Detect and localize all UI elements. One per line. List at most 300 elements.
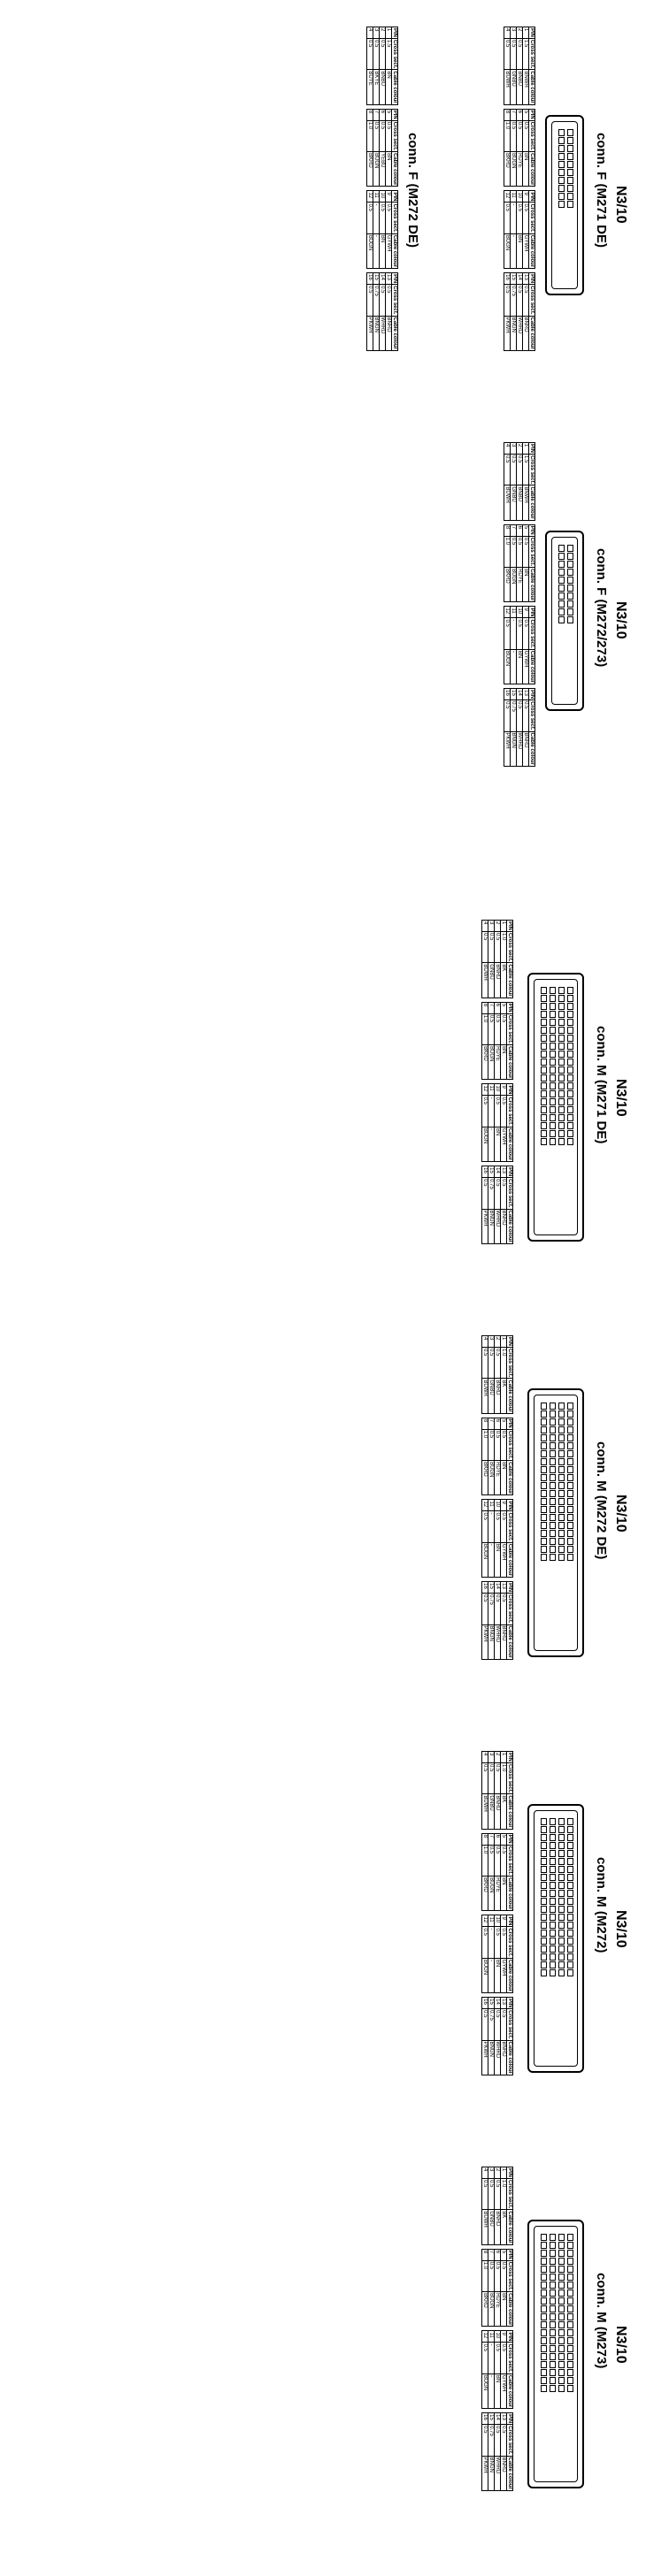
table-cell: BN (386, 152, 392, 187)
table-cell: 0.5 (386, 203, 392, 233)
table-cell: BN (501, 2292, 507, 2327)
table-cell: 0.5 (367, 203, 373, 233)
table-row (523, 443, 529, 767)
pin-socket (541, 1114, 547, 1121)
table-cell: 0.5 (482, 1763, 488, 1794)
table-cell: 8 (504, 109, 511, 120)
pin-socket (558, 545, 565, 552)
table-cell: BK (501, 963, 507, 998)
table-cell: BNRD (523, 731, 529, 766)
table-header-row (507, 921, 513, 1244)
table-cell: 0.75 (488, 1594, 495, 1624)
column-header: Cable colour (507, 1380, 512, 1412)
table-cell: 10 (495, 1084, 501, 1096)
pin-socket (567, 137, 573, 144)
table-cell: 2 (495, 2167, 501, 2179)
table-cell: 0.5 (482, 2343, 488, 2373)
table-cell: BN (501, 1045, 507, 1080)
table-cell: 10 (495, 2331, 501, 2343)
pin-socket (541, 1514, 547, 1521)
pin-socket (558, 1466, 565, 1473)
pin-socket (541, 1538, 547, 1545)
table-cell: GNBU (488, 1794, 495, 1829)
connector-drawing (527, 1388, 584, 1657)
table-cell: 8 (504, 524, 511, 536)
pin-socket (558, 1403, 565, 1410)
section-title: N3/10 (613, 2326, 628, 2364)
table-cell: BNRD (495, 2210, 501, 2244)
column-header: Cable colour (507, 1959, 512, 1992)
pin-socket (567, 1043, 573, 1050)
pin-socket (541, 1003, 547, 1010)
table-cell: BN (517, 649, 523, 684)
pin-socket (567, 1074, 573, 1082)
pin-socket (550, 2289, 556, 2297)
table-cell: WHRD (495, 1624, 501, 1659)
pin-row (558, 129, 565, 208)
table-cell: 0.5 (504, 203, 511, 233)
table-cell: 0.5 (482, 2009, 488, 2040)
column-header: Cable colour (507, 1210, 512, 1242)
table-cell: 0.5 (495, 2179, 501, 2210)
pin-socket (541, 1866, 547, 1873)
table-cell: 0.5 (482, 1511, 488, 1542)
table-cell: 8 (482, 1002, 488, 1013)
pin-socket (541, 2250, 547, 2257)
pin-row (558, 987, 565, 1145)
table-cell: 13 (501, 2413, 507, 2425)
table-cell: BNRD (495, 963, 501, 998)
table-row (495, 1752, 501, 2075)
column-header: Cross sect. (507, 2010, 512, 2039)
pin-socket (567, 1898, 573, 1905)
table-cell: 13 (523, 273, 529, 285)
table-cell: BKYE (373, 70, 380, 104)
column-header: Cross sect. (507, 933, 512, 962)
pin-socket (541, 1914, 547, 1921)
table-cell: 0.5 (517, 455, 523, 485)
pin-socket (541, 1051, 547, 1058)
pin-socket (541, 2282, 547, 2289)
pin-socket (558, 2242, 565, 2249)
table-row (511, 27, 517, 351)
table-cell: 1.5 (523, 39, 529, 70)
pin-socket (558, 1027, 565, 1034)
table-cell: 1.0 (501, 1348, 507, 1379)
table-cell: BN (501, 1461, 507, 1495)
pin-socket (567, 169, 573, 176)
pin-socket (567, 1122, 573, 1129)
table-cell: 3 (373, 27, 380, 39)
column-header: PIN (529, 690, 534, 699)
table-cell: 3 (488, 2167, 495, 2179)
column-header: PIN (507, 1167, 512, 1177)
pin-socket (541, 1035, 547, 1042)
table-cell: 0.5 (501, 2260, 507, 2291)
pin-socket (567, 2369, 573, 2376)
table-cell: BUGN (482, 1958, 488, 1992)
pin-socket (567, 1450, 573, 1457)
table-cell: 7 (511, 109, 517, 120)
pin-socket (567, 1090, 573, 1097)
table-cell: BN (495, 1958, 501, 1992)
table-cell: BN (495, 1542, 501, 1577)
pin-socket (541, 1922, 547, 1929)
pin-socket (567, 2329, 573, 2336)
table-header-row (392, 27, 398, 351)
column-header: Cable colour (507, 1877, 512, 1910)
pin-socket (550, 2297, 556, 2305)
table-cell: 14 (517, 689, 523, 700)
pin-socket (558, 577, 565, 584)
pin-socket (550, 1858, 556, 1865)
pin-socket (541, 1138, 547, 1145)
pin-socket (567, 608, 573, 615)
table-row (517, 27, 523, 351)
pin-socket (567, 1442, 573, 1449)
pin-socket (567, 561, 573, 568)
table-cell: 6 (495, 1833, 501, 1845)
pin-socket (541, 1930, 547, 1937)
table-cell: 12 (504, 607, 511, 618)
pin-socket (567, 1506, 573, 1513)
pin-socket (567, 2250, 573, 2257)
table-cell: 12 (367, 191, 373, 203)
pin-row (567, 2234, 573, 2392)
column-header: Cable colour (392, 234, 397, 268)
table-cell: 11 (488, 1500, 495, 1511)
pin-socket (567, 1514, 573, 1521)
pin-socket (567, 1961, 573, 1968)
table-cell: 0.5 (380, 39, 386, 70)
table-row (482, 921, 488, 1244)
table-cell: 11 (488, 1084, 495, 1096)
pin-socket (558, 193, 565, 200)
table-cell: 3 (511, 27, 517, 39)
table-cell: 10 (380, 191, 386, 203)
table-cell: 0.5 (523, 285, 529, 316)
table-cell: 6 (495, 1002, 501, 1013)
table-cell: 4 (482, 1336, 488, 1348)
table-cell: - (511, 233, 517, 268)
pin-socket (550, 1850, 556, 1857)
table-cell: 6 (517, 524, 523, 536)
table-cell: 0.75 (488, 2425, 495, 2456)
pin-socket (541, 1458, 547, 1465)
table-cell: 0.5 (501, 1013, 507, 1044)
table-cell: 6 (495, 1418, 501, 1429)
table-cell: 6 (517, 109, 523, 120)
table-cell: 10 (517, 191, 523, 203)
column-header: Cable colour (529, 732, 534, 765)
column-header: Cable colour (507, 2041, 512, 2074)
pin-socket (558, 1019, 565, 1026)
pin-socket (550, 2321, 556, 2328)
table-cell: 9 (523, 191, 529, 203)
pin-socket (567, 1130, 573, 1137)
table-cell: 0.5 (523, 203, 529, 233)
pin-socket (541, 1082, 547, 1089)
table-cell: BUGN (488, 2292, 495, 2327)
table-cell: 7 (373, 109, 380, 120)
table-cell: 0.5 (488, 1348, 495, 1379)
pin-socket (567, 1066, 573, 1074)
table-cell: 0.5 (482, 932, 488, 963)
table-cell: WHRD (517, 316, 523, 350)
column-header: PIN (507, 2332, 512, 2342)
table-cell: RDYE (517, 568, 523, 602)
pin-socket (541, 2345, 547, 2352)
table-cell: - (488, 2373, 495, 2408)
pin-socket (558, 1842, 565, 1849)
pin-socket (541, 1450, 547, 1457)
column-header: PIN (507, 921, 512, 931)
table-cell: 0.5 (523, 700, 529, 731)
pin-socket (558, 2329, 565, 2336)
pin-socket (550, 995, 556, 1002)
table-cell: 0.5 (386, 120, 392, 151)
table-cell: 5 (386, 109, 392, 120)
table-cell: 7 (488, 1833, 495, 1845)
pin-socket (567, 2377, 573, 2384)
pin-socket (567, 1474, 573, 1481)
table-cell: YEBU (380, 152, 386, 187)
pin-socket (541, 1019, 547, 1026)
table-cell: 9 (501, 1500, 507, 1511)
pin-socket (558, 1090, 565, 1097)
table-cell: BKRD (504, 568, 511, 602)
table-cell: 0.75 (511, 285, 517, 316)
pin-socket (550, 1866, 556, 1873)
column-header: Cross sect. (507, 2180, 512, 2209)
table-cell: BUYE (367, 70, 373, 104)
pin-socket (558, 1834, 565, 1841)
column-header: PIN (507, 1753, 512, 1762)
pin-socket (541, 2385, 547, 2392)
pin-row (550, 1818, 556, 1976)
pin-socket (567, 1082, 573, 1089)
pin-socket (550, 2234, 556, 2241)
table-row (380, 27, 386, 351)
table-cell: 0.5 (511, 455, 517, 485)
pin-socket (567, 1842, 573, 1849)
pin-socket (541, 2242, 547, 2249)
pin-socket (541, 1953, 547, 1961)
pin-socket (567, 569, 573, 576)
table-cell: 0.5 (386, 285, 392, 316)
table-cell: 11 (511, 607, 517, 618)
pin-socket (558, 1890, 565, 1897)
pin-socket (558, 995, 565, 1002)
table-cell: 0.5 (488, 1013, 495, 1044)
table-cell: 0.5 (523, 618, 529, 649)
pin-socket (558, 1850, 565, 1857)
pin-socket (558, 161, 565, 168)
pin-socket (567, 1458, 573, 1465)
table-cell: 0.5 (501, 1845, 507, 1876)
pin-socket (567, 1953, 573, 1961)
column-header: Cable colour (507, 2211, 512, 2243)
table-cell: WHRD (495, 2040, 501, 2075)
table-cell: 0.5 (482, 2179, 488, 2210)
connector-name: conn. M (M272) (594, 1857, 609, 1953)
table-cell: BNGN (488, 2040, 495, 2075)
table-cell: 3 (488, 1752, 495, 1763)
table-cell: 13 (501, 1998, 507, 2009)
table-cell: BNGN (511, 731, 517, 766)
table-cell: 3 (511, 443, 517, 455)
pin-socket (558, 600, 565, 608)
pin-socket (558, 1945, 565, 1953)
table-cell: 0.5 (482, 2425, 488, 2456)
pin-socket (558, 1554, 565, 1561)
pin-socket (550, 1059, 556, 1066)
pin-socket (550, 1043, 556, 1050)
pin-row (558, 545, 565, 623)
table-cell: 0.5 (482, 1096, 488, 1127)
pin-socket (567, 1466, 573, 1473)
pin-socket (550, 1826, 556, 1833)
table-cell: 7 (488, 1002, 495, 1013)
pin-socket (567, 1969, 573, 1976)
column-header: Cable colour (507, 1127, 512, 1161)
pin-socket (541, 1498, 547, 1505)
pin-socket (541, 2289, 547, 2297)
table-cell: 0.75 (373, 285, 380, 316)
pin-socket (558, 1434, 565, 1441)
pin-socket (558, 1410, 565, 1418)
pin-socket (558, 608, 565, 615)
table-cell: 0.5 (504, 285, 511, 316)
pin-socket (558, 1882, 565, 1889)
pin-socket (558, 1514, 565, 1521)
pin-socket (558, 1138, 565, 1145)
pin-socket (550, 1530, 556, 1537)
section-title: N3/10 (613, 1079, 628, 1117)
table-cell: 14 (380, 273, 386, 285)
table-cell: 0.5 (504, 618, 511, 649)
pin-socket (558, 185, 565, 192)
pin-socket (541, 2329, 547, 2336)
pin-socket (541, 1961, 547, 1968)
table-cell: - (511, 649, 517, 684)
pin-socket (558, 1874, 565, 1881)
table-row (488, 921, 495, 1244)
pin-socket (550, 1011, 556, 1018)
table-cell: BUWH (482, 2210, 488, 2244)
pin-socket (541, 1410, 547, 1418)
table-cell: BNGN (488, 1209, 495, 1243)
pin-socket (550, 1514, 556, 1521)
table-cell: 0.75 (488, 2009, 495, 2040)
column-header: PIN (507, 1583, 512, 1593)
pin-socket (567, 2345, 573, 2352)
pin-socket (550, 2345, 556, 2352)
table-cell: BUWH (504, 70, 511, 104)
column-header: Cross sect. (529, 537, 534, 567)
pin-socket (550, 1506, 556, 1513)
table-cell: BNGN (373, 316, 380, 350)
table-cell: 1.0 (501, 2179, 507, 2210)
pin-socket (567, 1538, 573, 1545)
pin-socket (567, 2385, 573, 2392)
table-cell: 0.5 (495, 1594, 501, 1624)
table-cell: GYWH (501, 2373, 507, 2408)
table-cell: - (488, 1096, 495, 1127)
table-cell: 0.5 (501, 2343, 507, 2373)
table-cell: 8 (367, 109, 373, 120)
pin-socket (541, 1090, 547, 1097)
pin-socket (550, 1546, 556, 1553)
pin-socket (550, 1961, 556, 1968)
table-cell: 16 (482, 1166, 488, 1178)
pin-socket (567, 1035, 573, 1042)
pin-socket (558, 1474, 565, 1481)
table-cell: PKWH (367, 316, 373, 350)
pin-socket (567, 553, 573, 560)
table-cell: BUWH (482, 1794, 488, 1829)
pin-socket (558, 569, 565, 576)
table-row (501, 1336, 507, 1660)
pin-socket (567, 1011, 573, 1018)
table-cell: 1.0 (482, 2260, 488, 2291)
table-cell: 11 (488, 2331, 495, 2343)
pin-socket (558, 1506, 565, 1513)
pin-socket (567, 1019, 573, 1026)
column-header: Cross sect. (507, 1928, 512, 1957)
pin-socket (550, 1066, 556, 1074)
table-cell: 4 (482, 1752, 488, 1763)
table-cell: BK (501, 2210, 507, 2244)
pin-socket (541, 2353, 547, 2360)
pin-socket (550, 1138, 556, 1145)
pin-socket (550, 1969, 556, 1976)
table-cell: BN (523, 568, 529, 602)
table-cell: 0.5 (482, 1594, 488, 1624)
pin-socket (567, 161, 573, 168)
table-cell: 14 (495, 1998, 501, 2009)
pin-socket (541, 1882, 547, 1889)
pin-socket (558, 177, 565, 184)
column-header: Cable colour (507, 1046, 512, 1079)
table-cell: 1 (501, 1752, 507, 1763)
table-cell: BUWH (504, 485, 511, 520)
pin-socket (541, 1938, 547, 1945)
table-cell: BKRD (482, 2292, 488, 2327)
column-header: Cross sect. (529, 40, 534, 69)
pin-socket (558, 1458, 565, 1465)
table-cell: 0.5 (380, 120, 386, 151)
pin-socket (567, 1858, 573, 1865)
pin-socket (550, 1027, 556, 1034)
table-cell: 15 (511, 273, 517, 285)
table-cell: GYWH (501, 1958, 507, 1992)
pin-socket (558, 145, 565, 152)
table-cell: GYWH (501, 1127, 507, 1161)
pin-socket (541, 2361, 547, 2368)
table-cell: BKRD (482, 1461, 488, 1495)
pin-socket (558, 592, 565, 600)
pin-socket (541, 1818, 547, 1825)
table-cell: 11 (488, 1915, 495, 1927)
connector-name: conn. M (M273) (594, 2273, 609, 2369)
pin-socket (558, 1922, 565, 1929)
table-cell: PKWH (504, 731, 511, 766)
pin-socket (558, 1035, 565, 1042)
table-cell: GNBU (488, 963, 495, 998)
table-cell: 0.5 (523, 120, 529, 151)
section-title: N3/10 (613, 1494, 628, 1533)
